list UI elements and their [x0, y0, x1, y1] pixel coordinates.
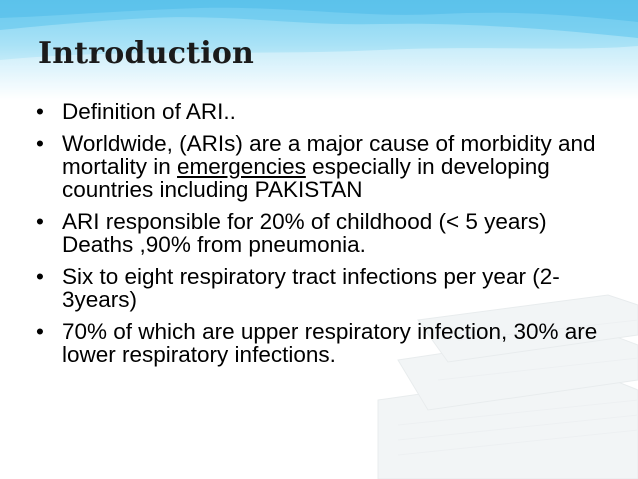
bullet-text: Six to eight respiratory tract infections per year (2-3years) — [62, 264, 560, 312]
list-item — [32, 265, 612, 311]
bullet-text: Definition of ARI.. — [62, 99, 236, 124]
bullet-dot-icon: • — [36, 99, 44, 124]
bullet-text: ARI responsible for 20% of childhood (< 5 years) Deaths ,90% from pneumonia. — [62, 209, 547, 257]
bullet-dot-icon: • — [36, 264, 44, 289]
bullet-list — [32, 100, 612, 375]
bullet-text: Worldwide, (ARIs) are a major cause of morbidity and mortality in — [62, 131, 596, 179]
list-item — [32, 100, 612, 123]
slide-title: Introduction — [38, 36, 255, 71]
list-item — [32, 132, 612, 201]
bullet-dot-icon: • — [36, 131, 44, 156]
list-item — [32, 210, 612, 256]
bullet-dot-icon: • — [36, 209, 44, 234]
list-item — [32, 320, 612, 366]
bullet-text: 70% of which are upper respiratory infection, 30% are lower respiratory infections. — [62, 319, 598, 367]
bullet-dot-icon: • — [36, 319, 44, 344]
bullet-text-continued: especially in developing countries including PAKISTAN — [62, 154, 550, 202]
underlined-term: emergencies — [177, 154, 306, 179]
